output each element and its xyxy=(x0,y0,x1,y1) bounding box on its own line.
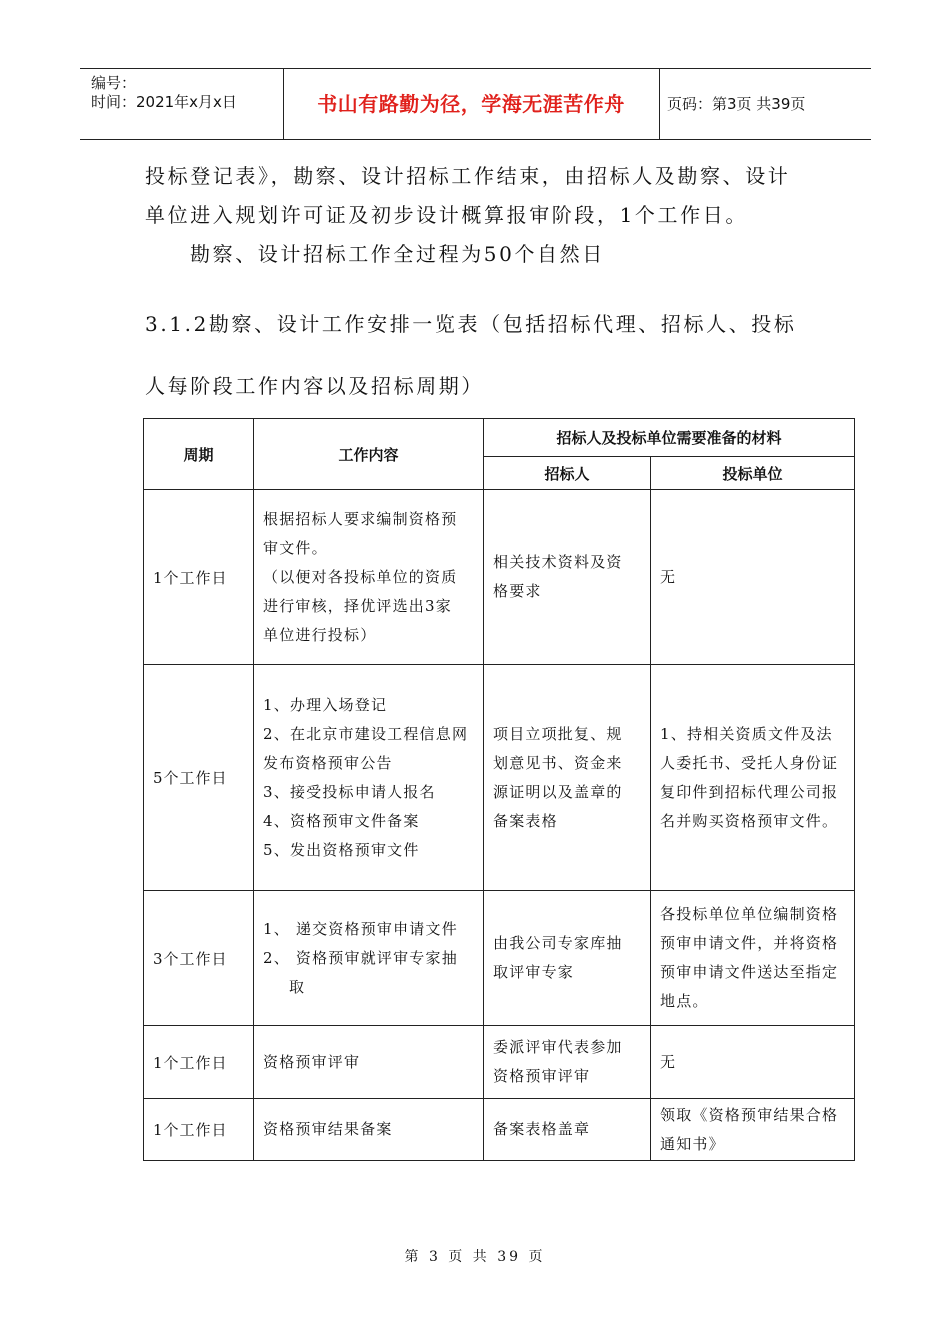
content-line: 3、接受投标申请人报名 xyxy=(263,782,436,801)
tenderer-line: 备案表格 xyxy=(493,811,558,830)
tenderer-line: 备案表格盖章 xyxy=(493,1120,591,1138)
header-materials: 招标人及投标单位需要准备的材料 xyxy=(484,419,855,457)
bidder-line: 名并购买资格预审文件。 xyxy=(660,811,839,830)
tenderer-line: 资格预审评审 xyxy=(493,1067,591,1085)
content-line: 审文件。 xyxy=(263,538,328,557)
cell-tenderer xyxy=(484,490,651,665)
content-line: 资格预审结果备案 xyxy=(263,1120,393,1138)
content-line: （以便对各投标单位的资质 xyxy=(263,567,458,586)
table-row xyxy=(144,1099,855,1161)
content-line: 发布资格预审公告 xyxy=(263,753,393,772)
content-line: 进行审核，择优评选出3家 xyxy=(263,596,452,615)
header-tenderer: 招标人 xyxy=(484,457,651,490)
content-line: 单位进行投标） xyxy=(263,625,377,644)
tenderer-line: 由我公司专家库抽 xyxy=(493,934,623,952)
bidder-line: 无 xyxy=(660,567,677,586)
cell-period: 1个工作日 xyxy=(144,1026,254,1099)
content-line: 2、 资格预审就评审专家抽 xyxy=(263,948,458,967)
table-row xyxy=(144,891,855,1026)
cell-bidder xyxy=(651,891,855,1026)
header-meta xyxy=(80,69,284,139)
table-row xyxy=(144,665,855,891)
bidder-line: 领取《资格预审结果合格 xyxy=(660,1105,839,1124)
section-heading-line-2: 人每阶段工作内容以及招标周期） xyxy=(145,374,484,398)
table-row xyxy=(144,1026,855,1099)
content-line: 5、发出资格预审文件 xyxy=(263,840,420,859)
header-motto: 书山有路勤为径，学海无涯苦作舟 xyxy=(283,69,660,139)
cell-tenderer xyxy=(484,1026,651,1099)
cell-content xyxy=(254,665,484,891)
header-bidder: 投标单位 xyxy=(651,457,855,490)
cell-bidder xyxy=(651,1026,855,1099)
bidder-line: 1、持相关资质文件及法 xyxy=(660,724,833,743)
tenderer-line: 划意见书、资金来 xyxy=(493,753,623,772)
bidder-line: 地点。 xyxy=(660,992,709,1010)
cell-period: 3个工作日 xyxy=(144,891,254,1026)
header-content: 工作内容 xyxy=(254,419,484,490)
bidder-line: 预审申请文件，并将资格 xyxy=(660,934,839,952)
bidder-line: 预审申请文件送达至指定 xyxy=(660,963,839,981)
tenderer-line: 格要求 xyxy=(493,582,542,600)
table-row xyxy=(144,490,855,665)
section-heading-line-1: 3.1.2勘察、设计工作安排一览表（包括招标代理、招标人、投标 xyxy=(145,312,797,336)
content-line: 1、办理入场登记 xyxy=(263,695,388,714)
cell-tenderer xyxy=(484,1099,651,1161)
bidder-line: 通知书》 xyxy=(660,1134,725,1153)
body-text-line-2: 单位进入规划许可证及初步设计概算报审阶段，1个工作日。 xyxy=(145,203,748,227)
content-line: 1、 递交资格预审申请文件 xyxy=(263,919,458,938)
cell-bidder xyxy=(651,665,855,891)
document-number-label: 编号： xyxy=(91,74,137,92)
cell-content xyxy=(254,490,484,665)
cell-period: 1个工作日 xyxy=(144,490,254,665)
cell-period: 5个工作日 xyxy=(144,665,254,891)
cell-period: 1个工作日 xyxy=(144,1099,254,1161)
tenderer-line: 源证明以及盖章的 xyxy=(493,782,623,801)
cell-content xyxy=(254,1026,484,1099)
body-text-line-1: 投标登记表》，勘察、设计招标工作结束，由招标人及勘察、设计 xyxy=(145,164,791,188)
content-line: 根据招标人要求编制资格预 xyxy=(263,509,458,528)
body-text-line-3: 勘察、设计招标工作全过程为50个自然日 xyxy=(190,242,605,266)
tenderer-line: 取评审专家 xyxy=(493,963,575,981)
bidder-line: 人委托书、受托人身份证 xyxy=(660,753,839,772)
page-footer: 第 3 页 共 39 页 xyxy=(404,1249,546,1265)
bidder-line: 各投标单位单位编制资格 xyxy=(660,905,839,923)
bidder-line: 复印件到招标代理公司报 xyxy=(660,782,839,801)
tenderer-line: 委派评审代表参加 xyxy=(493,1038,623,1056)
work-schedule-table xyxy=(143,418,855,1161)
content-line: 4、资格预审文件备案 xyxy=(263,811,420,830)
bidder-line: 无 xyxy=(660,1052,677,1071)
page-header xyxy=(80,68,871,140)
content-line: 2、在北京市建设工程信息网 xyxy=(263,724,469,743)
document-date: 时间：2021年x月x日 xyxy=(91,93,237,111)
tenderer-line: 相关技术资料及资 xyxy=(493,553,623,571)
cell-tenderer xyxy=(484,665,651,891)
tenderer-line: 项目立项批复、规 xyxy=(493,724,623,743)
cell-tenderer xyxy=(484,891,651,1026)
content-line: 资格预审评审 xyxy=(263,1052,361,1071)
cell-bidder xyxy=(651,490,855,665)
cell-bidder xyxy=(651,1099,855,1161)
cell-content xyxy=(254,1099,484,1161)
header-page-info: 页码：第3页 共39页 xyxy=(667,95,806,113)
content-line: 取 xyxy=(289,977,306,996)
cell-content xyxy=(254,891,484,1026)
header-period: 周期 xyxy=(144,419,254,490)
